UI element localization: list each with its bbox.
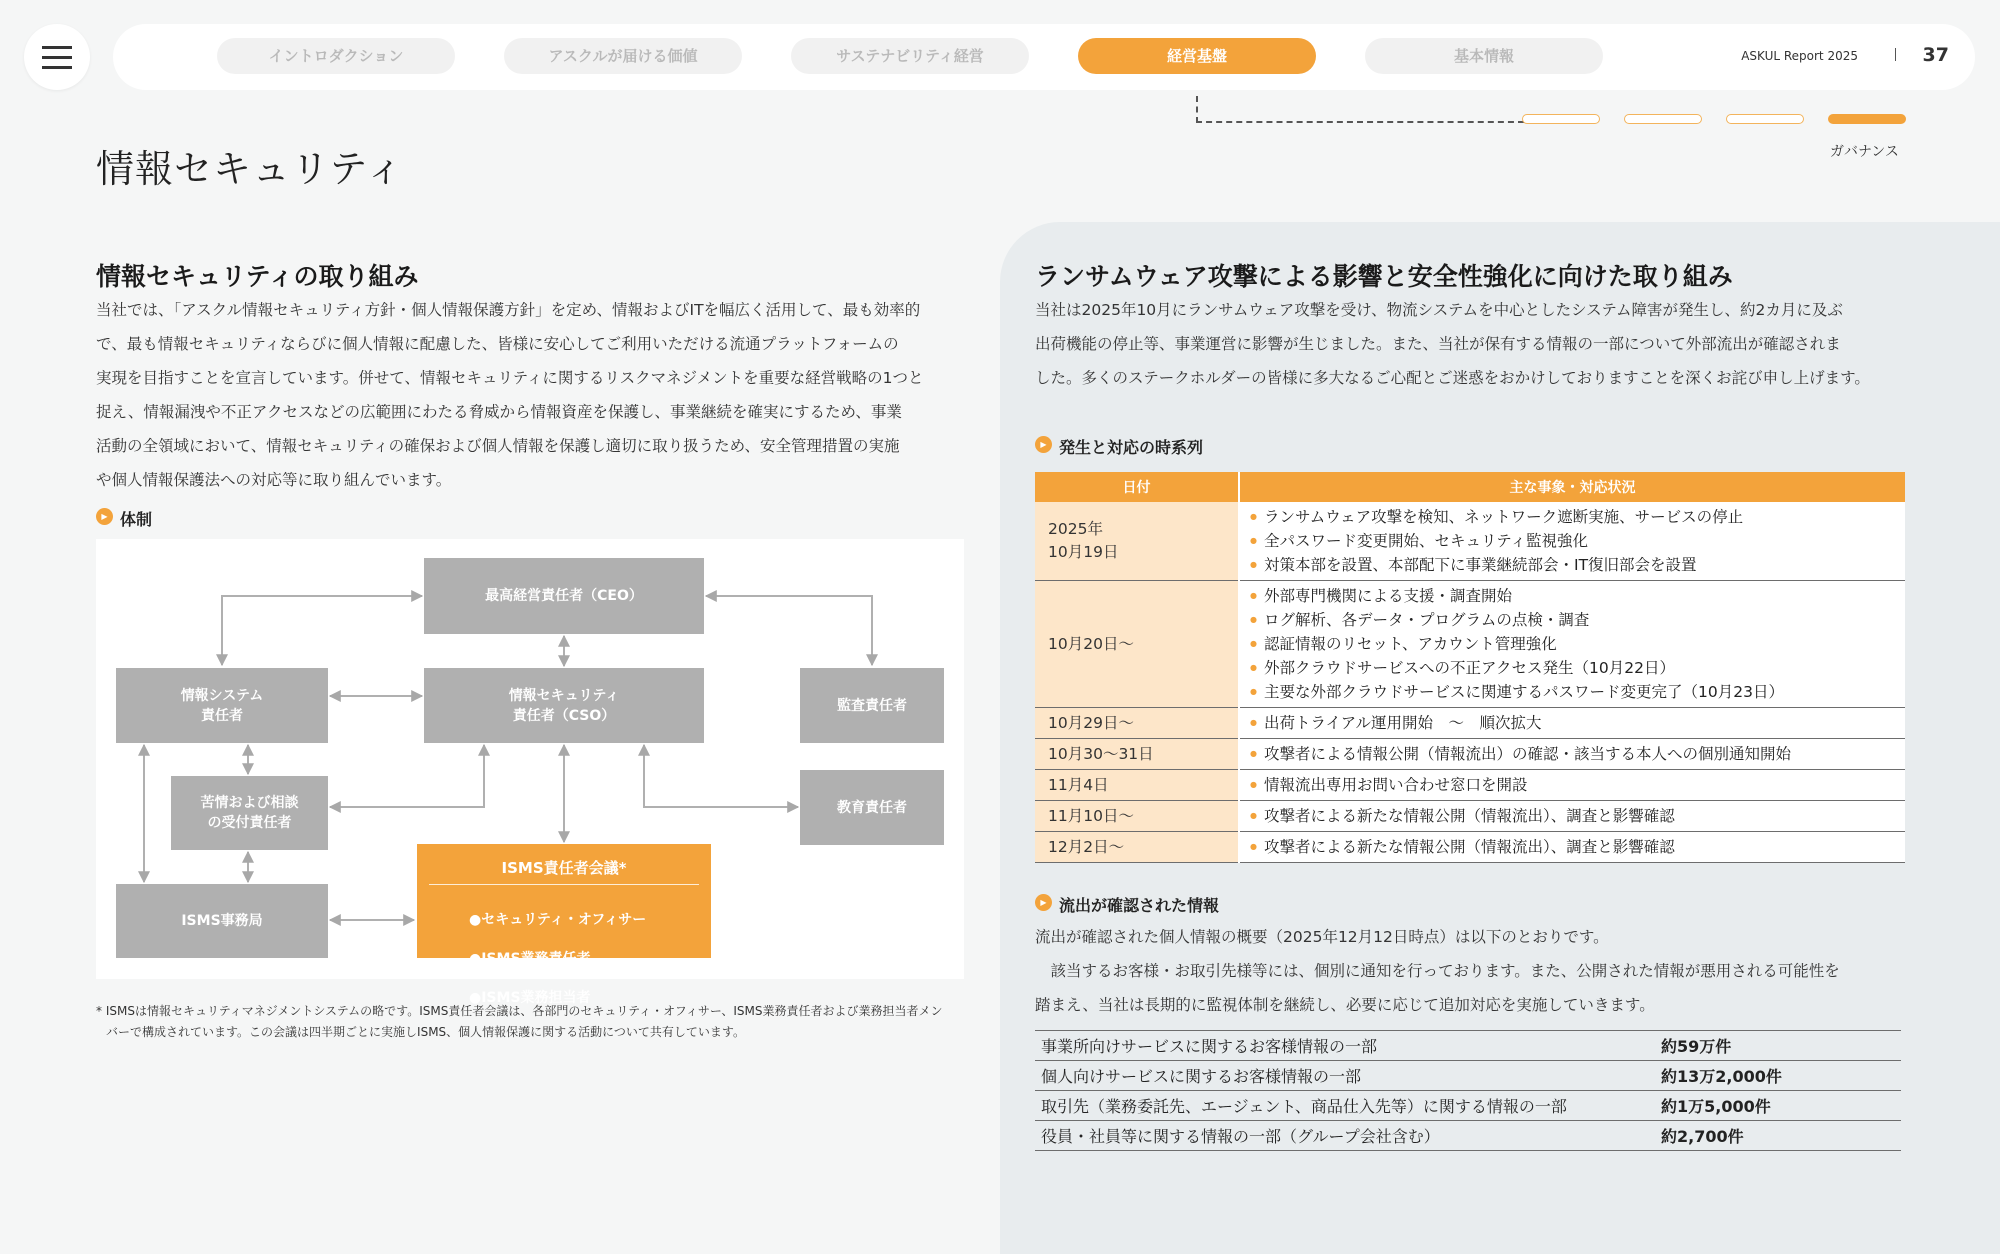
node-complaint: 苦情および相談 の受付責任者 <box>171 776 328 850</box>
timeline-event: ● 攻撃者による新たな情報公開（情報流出）、調査と影響確認 <box>1250 804 1905 828</box>
left-heading: 情報セキュリティの取り組み <box>96 262 419 291</box>
timeline-header-date: 日付 <box>1035 472 1239 502</box>
timeline-event: ● ランサムウェア攻撃を検知、ネットワーク遮断実施、サービスの停止 <box>1250 505 1905 529</box>
body-line: や個人情報保護法への対応等に取り組んでいます。 <box>96 471 452 489</box>
body-line: した。多くのステークホルダーの皆様に多大なるご心配とご迷惑をおかけしておりますことを深くお詫び申し上げます。 <box>1035 369 1870 387</box>
page-number: 37 <box>1922 44 1949 66</box>
leak-item: 取引先（業務委託先、エージェント、商品仕入先等）に関する情報の一部 <box>1035 1091 1655 1121</box>
tab-introduction[interactable]: イントロダクション <box>217 38 455 74</box>
timeline-event: ● 主要な外部クラウドサービスに関連するパスワード変更完了（10月23日） <box>1250 680 1905 704</box>
timeline-row <box>1035 708 1905 739</box>
leak-row <box>1035 1031 1901 1061</box>
timeline-events <box>1239 708 1905 739</box>
node-ceo: 最高経営責任者（CEO） <box>424 558 704 634</box>
leak-table <box>1035 1030 1901 1151</box>
isms-council-title: ISMS責任者会議* <box>429 858 699 885</box>
body-line: 踏まえ、当社は長期的に監視体制を継続し、必要に応じて追加対応を実施していきます。 <box>1035 996 1655 1014</box>
timeline-event: ● 外部専門機関による支援・調査開始 <box>1250 584 1905 608</box>
leak-count: 約1万5,000件 <box>1655 1091 1901 1121</box>
timeline-events <box>1239 770 1905 801</box>
timeline-event: ● 情報流出専用お問い合わせ窓口を開設 <box>1250 773 1905 797</box>
timeline-row <box>1035 502 1905 581</box>
timeline-events <box>1239 739 1905 770</box>
body-line: 当社は2025年10月にランサムウェア攻撃を受け、物流システムを中心としたシステム障害が発生し、約2カ月に及ぶ <box>1035 301 1843 319</box>
sub-nav-label: ガバナンス <box>1830 144 1899 160</box>
footnote-line: バーで構成されています。この会議は四半期ごとに実施しISMS、個人情報保護に関する活動について共有しています。 <box>106 1025 745 1039</box>
node-isms-council <box>417 844 711 1006</box>
timeline-date: 10月30〜31日 <box>1035 739 1239 770</box>
timeline-label: ▶ 発生と対応の時系列 <box>1035 435 1203 458</box>
tab-value[interactable]: アスクルが届ける価値 <box>504 38 742 74</box>
timeline-event: ● 出荷トライアル運用開始 〜 順次拡大 <box>1250 711 1905 735</box>
timeline-table <box>1035 472 1905 863</box>
leak-item: 事業所向けサービスに関するお客様情報の一部 <box>1035 1031 1655 1061</box>
leak-item: 個人向けサービスに関するお客様情報の一部 <box>1035 1061 1655 1091</box>
timeline-row <box>1035 770 1905 801</box>
body-line: 捉え、情報漏洩や不正アクセスなどの広範囲にわたる脅威から情報資産を保護し、事業継続を確実にするため、事業 <box>96 403 902 421</box>
timeline-events <box>1239 502 1905 581</box>
leak-item: 役員・社員等に関する情報の一部（グループ会社含む） <box>1035 1121 1655 1151</box>
body-line: 該当するお客様・お取引先様等には、個別に通知を行っております。また、公開された情報が悪用される可能性を <box>1035 962 1840 980</box>
timeline-event: ● 外部クラウドサービスへの不正アクセス発生（10月22日） <box>1250 656 1905 680</box>
timeline-event: ● 攻撃者による新たな情報公開（情報流出）、調査と影響確認 <box>1250 835 1905 859</box>
timeline-header-events: 主な事象・対応状況 <box>1239 472 1905 502</box>
timeline-date: 2025年 10月19日 <box>1035 502 1239 581</box>
leak-count: 約2,700件 <box>1655 1121 1901 1151</box>
isms-member: ●ISMS業務責任者 <box>469 951 591 967</box>
timeline-date: 10月20日〜 <box>1035 581 1239 708</box>
body-line: 当社では、「アスクル情報セキュリティ方針・個人情報保護方針」を定め、情報およびITを幅広く活用して、最も効率的 <box>96 301 921 319</box>
timeline-events <box>1239 581 1905 708</box>
timeline-row <box>1035 832 1905 863</box>
body-line: 流出が確認された個人情報の概要（2025年12月12日時点）は以下のとおりです。 <box>1035 928 1609 946</box>
right-body <box>1035 293 1955 395</box>
timeline-date: 12月2日〜 <box>1035 832 1239 863</box>
isms-member: ●ISMS業務担当者 <box>469 990 591 1006</box>
timeline-event: ● 対策本部を設置、本部配下に事業継続部会・IT復旧部会を設置 <box>1250 553 1905 577</box>
timeline-date: 11月4日 <box>1035 770 1239 801</box>
node-cso: 情報セキュリティ 責任者（CSO） <box>424 668 704 743</box>
body-line: 出荷機能の停止等、事業運営に影響が生じました。また、当社が保有する情報の一部について外部流出が確認されま <box>1035 335 1841 353</box>
isms-member: ●セキュリティ・オフィサー <box>469 912 647 928</box>
structure-label: ▶ 体制 <box>96 507 152 530</box>
timeline-row <box>1035 739 1905 770</box>
timeline-event: ● ログ解析、各データ・プログラムの点検・調査 <box>1250 608 1905 632</box>
body-line: 実現を目指すことを宣言しています。併せて、情報セキュリティに関するリスクマネジメントを重要な経営戦略の1つと <box>96 369 924 387</box>
body-line: で、最も情報セキュリティならびに個人情報に配慮した、皆様に安心してご利用いただける流通プラットフォームの <box>96 335 899 353</box>
tab-sustainability[interactable]: サステナビリティ経営 <box>791 38 1029 74</box>
timeline-header-row <box>1035 472 1905 502</box>
timeline-events <box>1239 832 1905 863</box>
node-isms-office: ISMS事務局 <box>116 884 328 958</box>
node-audit: 監査責任者 <box>800 668 944 743</box>
timeline-event: ● 認証情報のリセット、アカウント管理強化 <box>1250 632 1905 656</box>
report-brand: ASKUL Report 2025 <box>1741 49 1858 63</box>
leak-row <box>1035 1061 1901 1091</box>
leak-row <box>1035 1091 1901 1121</box>
timeline-event: ● 全パスワード変更開始、セキュリティ監視強化 <box>1250 529 1905 553</box>
tab-basic-info[interactable]: 基本情報 <box>1365 38 1603 74</box>
node-education: 教育責任者 <box>800 770 944 845</box>
isms-footnote <box>96 1001 976 1043</box>
timeline-row <box>1035 581 1905 708</box>
right-heading: ランサムウェア攻撃による影響と安全性強化に向けた取り組み <box>1035 262 1733 291</box>
timeline-row <box>1035 801 1905 832</box>
leak-label: ▶ 流出が確認された情報 <box>1035 893 1219 916</box>
leak-count: 約59万件 <box>1655 1031 1901 1061</box>
timeline-date: 10月29日〜 <box>1035 708 1239 739</box>
leak-row <box>1035 1121 1901 1151</box>
leak-count: 約13万2,000件 <box>1655 1061 1901 1091</box>
tab-management-foundation[interactable]: 経営基盤 <box>1078 38 1316 74</box>
timeline-date: 11月10日〜 <box>1035 801 1239 832</box>
page-title: 情報セキュリティ <box>96 147 405 191</box>
footnote-line: * ISMSは情報セキュリティマネジメントシステムの略です。ISMS責任者会議は、各部門のセキュリティ・オフィサー、ISMS業務責任者および業務担当者メン <box>96 1004 943 1018</box>
leak-body <box>1035 920 1955 1022</box>
timeline-event: ● 攻撃者による情報公開（情報流出）の確認・該当する本人への個別通知開始 <box>1250 742 1905 766</box>
timeline-events <box>1239 801 1905 832</box>
body-line: 活動の全領域において、情報セキュリティの確保および個人情報を保護し適切に取り扱うため、安全管理措置の実施 <box>96 437 900 455</box>
node-info-system: 情報システム 責任者 <box>116 668 328 743</box>
